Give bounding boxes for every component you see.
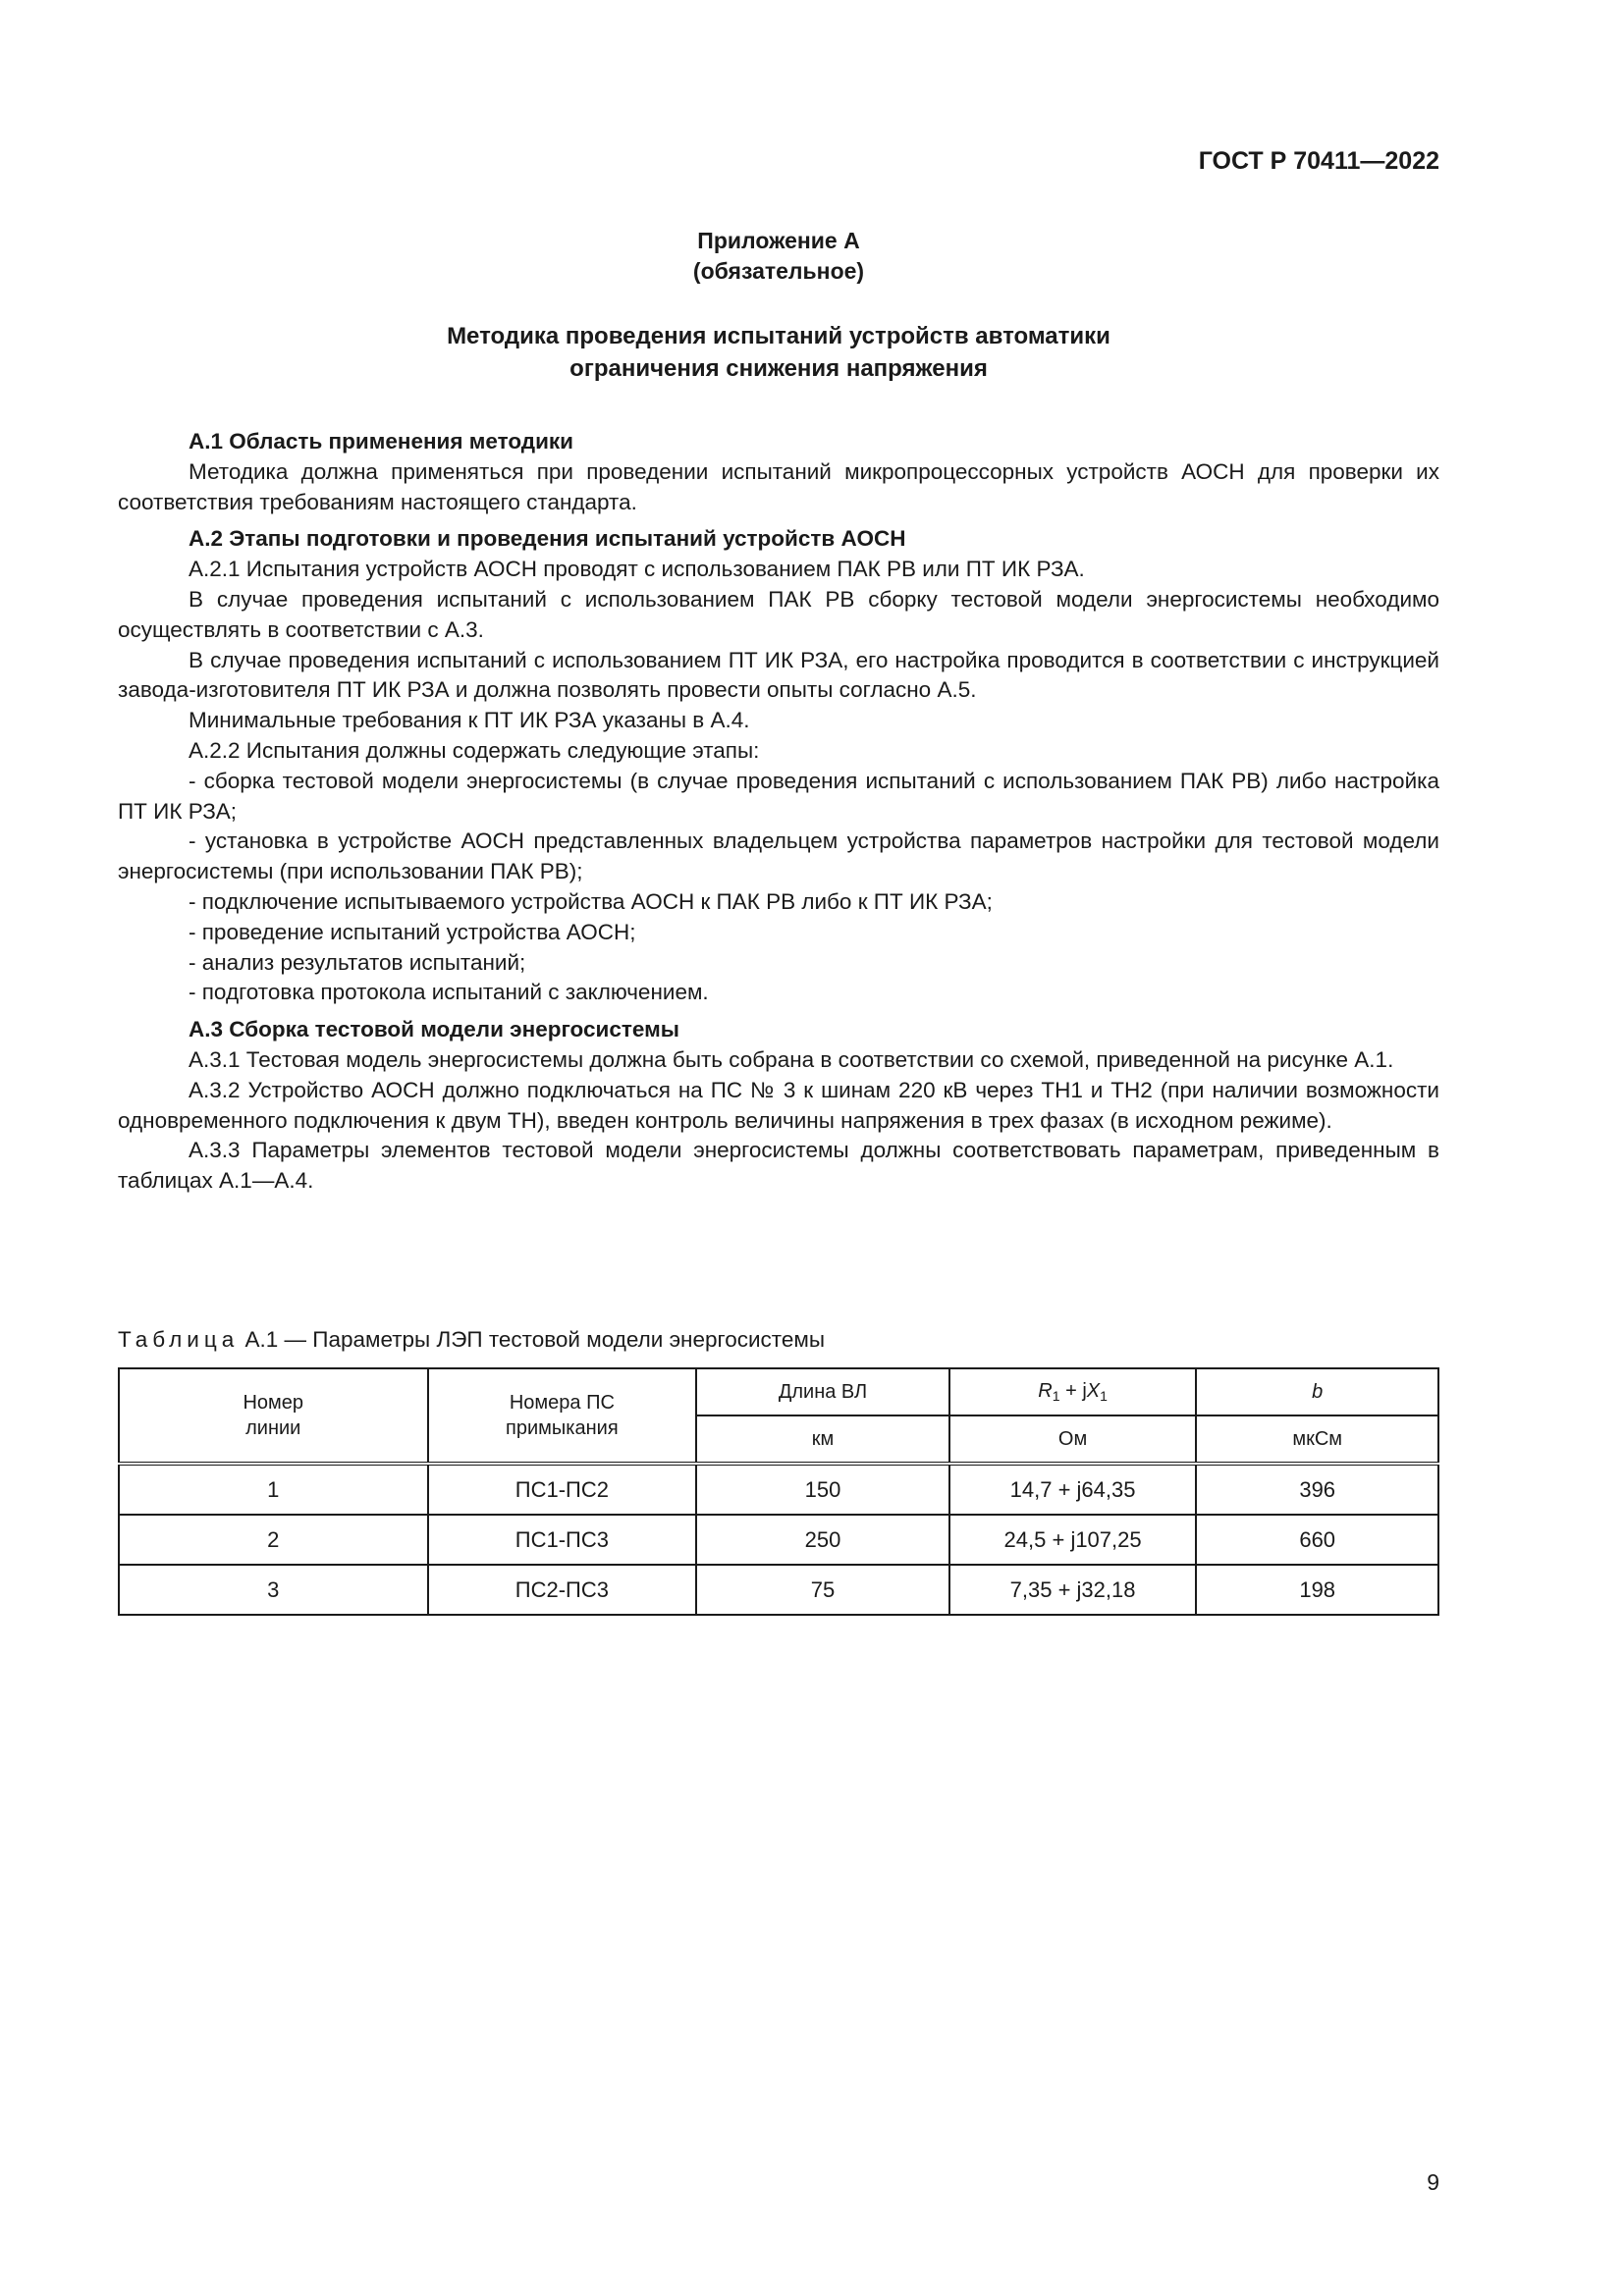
- cell-stations: ПС1-ПС2: [428, 1464, 697, 1515]
- cell-length: 150: [696, 1464, 949, 1515]
- body-text: [118, 427, 1439, 1197]
- list-item: - установка в устройстве АОСН представленных владельцем устройства параметров настройки для тестовой модели энергосистемы (при использовании ПАК РВ);: [118, 828, 1439, 884]
- unit-length: км: [696, 1415, 949, 1464]
- cell-impedance: 14,7 + j64,35: [949, 1464, 1197, 1515]
- annex-main-title-line-1: Методика проведения испытаний устройств автоматики: [447, 323, 1110, 349]
- table-caption-text: А.1 — Параметры ЛЭП тестовой модели энергосистемы: [244, 1327, 826, 1352]
- cell-susceptance: 396: [1196, 1464, 1438, 1515]
- cell-susceptance: 198: [1196, 1565, 1438, 1615]
- table-header-row: [119, 1368, 1438, 1415]
- section-a2-paragraph-2: В случае проведения испытаний с использованием ПАК РВ сборку тестовой модели энергосистемы необходимо осуществлять в соответствии с А.3.: [118, 586, 1439, 642]
- cell-susceptance: 660: [1196, 1515, 1438, 1565]
- cell-line-number: 3: [119, 1565, 428, 1615]
- section-a2-paragraph-5: А.2.2 Испытания должны содержать следующие этапы:: [189, 737, 760, 763]
- section-a1-heading: А.1 Область применения методики: [189, 429, 573, 454]
- list-item: - проведение испытаний устройства АОСН;: [189, 919, 636, 944]
- header-impedance: $R_1 + jX_1$: [949, 1368, 1197, 1415]
- cell-length: 75: [696, 1565, 949, 1615]
- list-item: - сборка тестовой модели энергосистемы (в случае проведения испытаний с использованием ПАК РВ) либо настройка ПТ ИК РЗА;: [118, 768, 1439, 824]
- cell-stations: ПС1-ПС3: [428, 1515, 697, 1565]
- list-item: - подготовка протокола испытаний с заключением.: [189, 980, 709, 1005]
- header-stations: Номера ПС примыкания: [428, 1368, 697, 1464]
- document-page: [118, 0, 1439, 2296]
- table-caption: [118, 1327, 825, 1353]
- unit-susceptance: мкСм: [1196, 1415, 1438, 1464]
- annex-title: Приложение А: [697, 228, 860, 253]
- cell-line-number: 1: [119, 1464, 428, 1515]
- annex-heading: [118, 226, 1439, 287]
- section-a2-heading: А.2 Этапы подготовки и проведения испытаний устройств АОСН: [189, 526, 906, 552]
- section-a3-paragraph-2: А.3.2 Устройство АОСН должно подключаться на ПС № 3 к шинам 220 кВ через ТН1 и ТН2 (при наличии возможности одновременного подключения к двум ТН), введен контроль величины напряжения в трех фазах (в исходном режиме).: [118, 1077, 1439, 1133]
- table-caption-label: Таблица: [118, 1327, 240, 1352]
- section-a1-paragraph: Методика должна применяться при проведении испытаний микропроцессорных устройств АОСН для проверки их соответствия требованиям настоящего стандарта.: [118, 458, 1439, 514]
- section-a2-paragraph-3: В случае проведения испытаний с использованием ПТ ИК РЗА, его настройка проводится в соответствии с инструкцией завода-изготовителя ПТ ИК РЗА и должна позволять провести опыты согласно А.5.: [118, 647, 1439, 703]
- annex-main-title: [118, 320, 1439, 385]
- cell-length: 250: [696, 1515, 949, 1565]
- section-a2-paragraph-1: А.2.1 Испытания устройств АОСН проводят с использованием ПАК РВ или ПТ ИК РЗА.: [189, 557, 1085, 582]
- table-row: [119, 1464, 1438, 1515]
- table-row: [119, 1565, 1438, 1615]
- section-a3-paragraph-3: А.3.3 Параметры элементов тестовой модели энергосистемы должны соответствовать параметрам, приведенным в таблицах А.1—А.4.: [118, 1138, 1439, 1194]
- unit-impedance: Ом: [949, 1415, 1197, 1464]
- header-length: Длина ВЛ: [696, 1368, 949, 1415]
- lines-parameters-table: [118, 1367, 1439, 1616]
- cell-impedance: 7,35 + j32,18: [949, 1565, 1197, 1615]
- section-a3-heading: А.3 Сборка тестовой модели энергосистемы: [189, 1017, 679, 1042]
- document-code: ГОСТ Р 70411—2022: [1198, 147, 1439, 175]
- section-a3-paragraph-1: А.3.1 Тестовая модель энергосистемы должна быть собрана в соответствии со схемой, приведенной на рисунке А.1.: [189, 1046, 1394, 1072]
- header-susceptance: b: [1196, 1368, 1438, 1415]
- annex-status: (обязательное): [692, 258, 865, 284]
- table-row: [119, 1515, 1438, 1565]
- header-line-number: Номер линии: [119, 1368, 428, 1464]
- list-item: - анализ результатов испытаний;: [189, 949, 526, 975]
- cell-impedance: 24,5 + j107,25: [949, 1515, 1197, 1565]
- annex-main-title-line-2: ограничения снижения напряжения: [569, 355, 988, 382]
- cell-stations: ПС2-ПС3: [428, 1565, 697, 1615]
- section-a2-paragraph-4: Минимальные требования к ПТ ИК РЗА указаны в А.4.: [189, 708, 750, 733]
- cell-line-number: 2: [119, 1515, 428, 1565]
- page-number: 9: [1427, 2169, 1439, 2195]
- list-item: - подключение испытываемого устройства АОСН к ПАК РВ либо к ПТ ИК РЗА;: [189, 888, 993, 914]
